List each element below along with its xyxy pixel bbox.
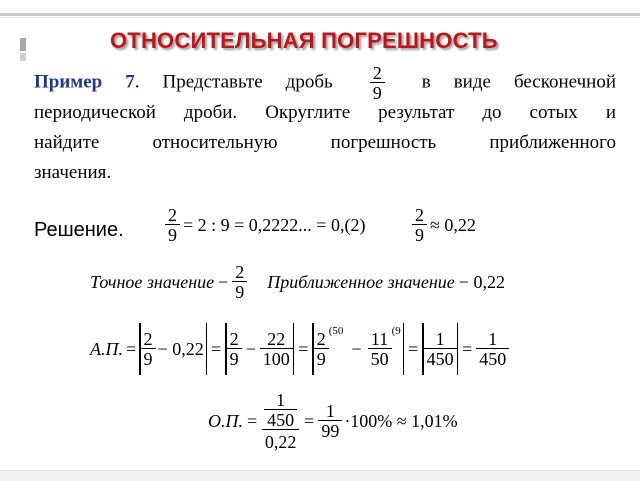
t2-minus: −	[245, 338, 256, 359]
eq1-denominator: 9	[165, 224, 180, 244]
t5-denominator: 450	[476, 348, 509, 368]
title-accent-bar	[20, 38, 26, 51]
t2b-numerator: 22	[267, 329, 286, 349]
exact-fraction	[232, 263, 247, 301]
problem-fraction	[370, 64, 385, 102]
t2-fraction	[227, 330, 242, 368]
t3-denominator: 9	[314, 348, 329, 368]
eq-sign-3: =	[298, 338, 309, 359]
top-rule	[0, 13, 640, 16]
abs-bar	[206, 323, 207, 375]
eq1-numerator: 2	[168, 205, 177, 225]
t2b-fraction	[260, 330, 293, 368]
compound-fraction	[261, 391, 300, 451]
t3-minus: −	[351, 338, 362, 359]
solution-label: Решение.	[34, 219, 124, 241]
t1-fraction	[141, 330, 156, 368]
solution-equation-2	[412, 206, 476, 244]
problem-text-b: в виде бесконечной	[421, 71, 616, 93]
eq1-fraction	[165, 206, 180, 244]
page-bottom-strip	[0, 470, 640, 481]
abs-bar	[457, 323, 458, 375]
eq1-rhs: = 2 : 9 = 0,2222... = 0,(2)	[183, 214, 366, 235]
eq2-rhs: ≈ 0,22	[430, 214, 476, 235]
rel-error-label: О.П.	[208, 410, 243, 431]
exact-numerator: 2	[235, 262, 245, 282]
compound-numerator	[261, 391, 300, 429]
approx-value: − 0,22	[458, 271, 505, 292]
t5-numerator: 1	[488, 329, 498, 349]
t1-numerator: 2	[143, 329, 153, 349]
rel-error-tail: ·100% ≈ 1,01%	[344, 410, 458, 431]
eq-sign-1: =	[126, 338, 137, 359]
eq-sign-5: =	[462, 338, 473, 359]
problem-line-3: найдите относительную погрешность приближенного	[34, 132, 616, 153]
top-thin-rule	[0, 17, 640, 18]
t3b-denominator: 50	[368, 348, 392, 368]
t2-denominator: 9	[227, 348, 242, 368]
values-line	[90, 263, 505, 301]
title-accent-bar-lower	[20, 53, 26, 61]
exact-denominator: 9	[232, 281, 247, 301]
relative-error-line	[208, 385, 458, 457]
t3b-fraction	[368, 330, 392, 368]
eq2-numerator: 2	[415, 205, 424, 225]
problem-line-1	[34, 63, 616, 103]
eq-sign-4: =	[408, 338, 419, 359]
abs-bar	[403, 323, 404, 375]
exact-dash: −	[218, 271, 229, 292]
inner-numerator: 1	[276, 390, 286, 410]
compound-denominator: 0,22	[262, 429, 300, 451]
slide-title: ОТНОСИТЕЛЬНАЯ ПОГРЕШНОСТЬ	[110, 28, 498, 53]
problem-line-4: значения.	[34, 162, 112, 183]
eq-sign-7: =	[304, 410, 315, 431]
t1-rest: − 0,22	[157, 338, 204, 359]
solution-equation-1	[165, 206, 365, 244]
t3-extension-factor-1: (50	[328, 325, 344, 337]
t3-fraction	[314, 330, 329, 368]
eq2-fraction	[412, 206, 427, 244]
t4-fraction	[424, 330, 457, 368]
approx-label: Приближенное значение	[267, 271, 455, 292]
inner-fraction	[264, 391, 297, 429]
example-label: Пример 7	[34, 71, 135, 93]
eq-sign-6: =	[247, 410, 258, 431]
abs-error-label: А.П.	[90, 338, 123, 359]
t2-numerator: 2	[229, 329, 239, 349]
t1-denominator: 9	[141, 348, 156, 368]
fraction-numerator: 2	[372, 63, 382, 83]
t4-denominator: 450	[424, 348, 457, 368]
eq-sign-2: =	[211, 338, 222, 359]
problem-line-2: периодической дроби. Округлите результат до сотых и	[34, 102, 616, 123]
result-denominator: 99	[318, 420, 342, 440]
t3b-numerator: 11	[370, 329, 389, 349]
t2b-denominator: 100	[260, 348, 293, 368]
exact-label: Точное значение	[90, 271, 215, 292]
t3-extension-factor-2: (9	[391, 325, 401, 337]
inner-denominator: 450	[264, 409, 297, 429]
result-fraction	[318, 402, 342, 440]
abs-bar	[293, 323, 294, 375]
t5-fraction	[476, 330, 509, 368]
t4-numerator: 1	[435, 329, 445, 349]
result-numerator: 1	[325, 401, 335, 421]
absolute-error-line	[90, 321, 509, 377]
fraction-denominator: 9	[370, 82, 385, 102]
eq2-denominator: 9	[412, 224, 427, 244]
t3-numerator: 2	[316, 329, 326, 349]
problem-text-a: . Представьте дробь	[134, 71, 333, 93]
